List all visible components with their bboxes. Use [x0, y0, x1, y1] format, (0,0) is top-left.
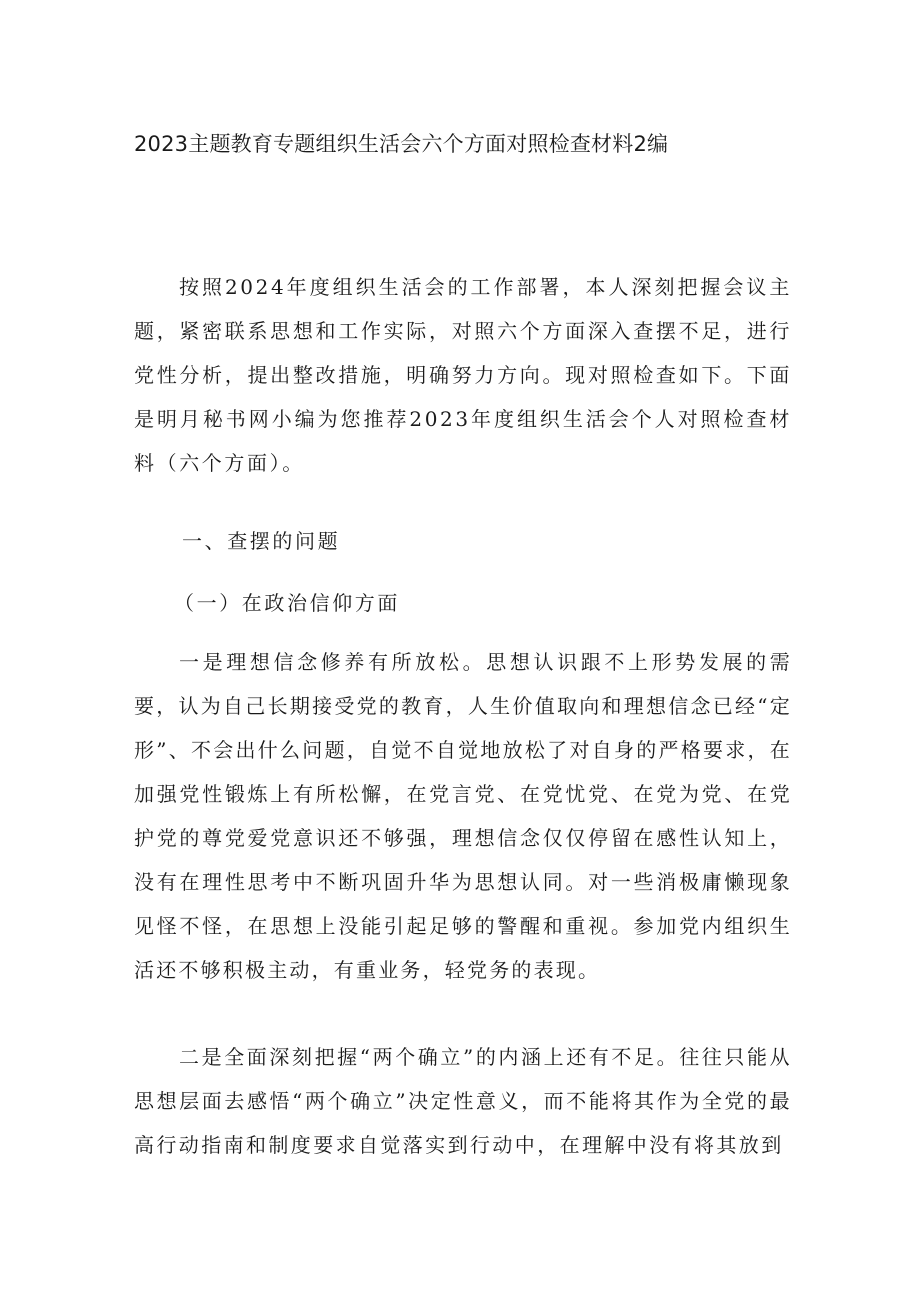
document-title: 2023主题教育专题组织生活会六个方面对照检查材料2编 [134, 132, 669, 156]
body-paragraph-two: 二是全面深刻把握“两个确立”的内涵上还有不足。往往只能从思想层面去感悟“两个确立”决定性意义，而不能将其作为全党的最高行动指南和制度要求自觉落实到行动中，在理解中没有将其放到 [134, 1045, 792, 1157]
subsection-heading: （一）在政治信仰方面 [174, 591, 400, 615]
section-heading: 一、查摆的问题 [182, 529, 341, 553]
intro-paragraph: 按照2024年度组织生活会的工作部署，本人深刻把握会议主题，紧密联系思想和工作实际，对照六个方面深入查摆不足，进行党性分析，提出整改措施，明确努力方向。现对照检查如下。下面是明月秘书网小编为您推荐2023年度组织生活会个人对照检查材料（六个方面）。 [134, 275, 792, 475]
body-paragraph-one: 一是理想信念修养有所放松。思想认识跟不上形势发展的需要，认为自己长期接受党的教育，人生价值取向和理想信念已经“定形”、不会出什么问题，自觉不自觉地放松了对自身的严格要求，在加强党性锻炼上有所松懈，在党言党、在党忧党、在党为党、在党护党的尊党爱党意识还不够强，理想信念仅仅停留在感性认知上，没有在理性思考中不断巩固升华为思想认同。对一些消极庸懒现象见怪不怪，在思想上没能引起足够的警醒和重视。参加党内组织生活还不够积极主动，有重业务，轻党务的表现。 [134, 650, 792, 982]
